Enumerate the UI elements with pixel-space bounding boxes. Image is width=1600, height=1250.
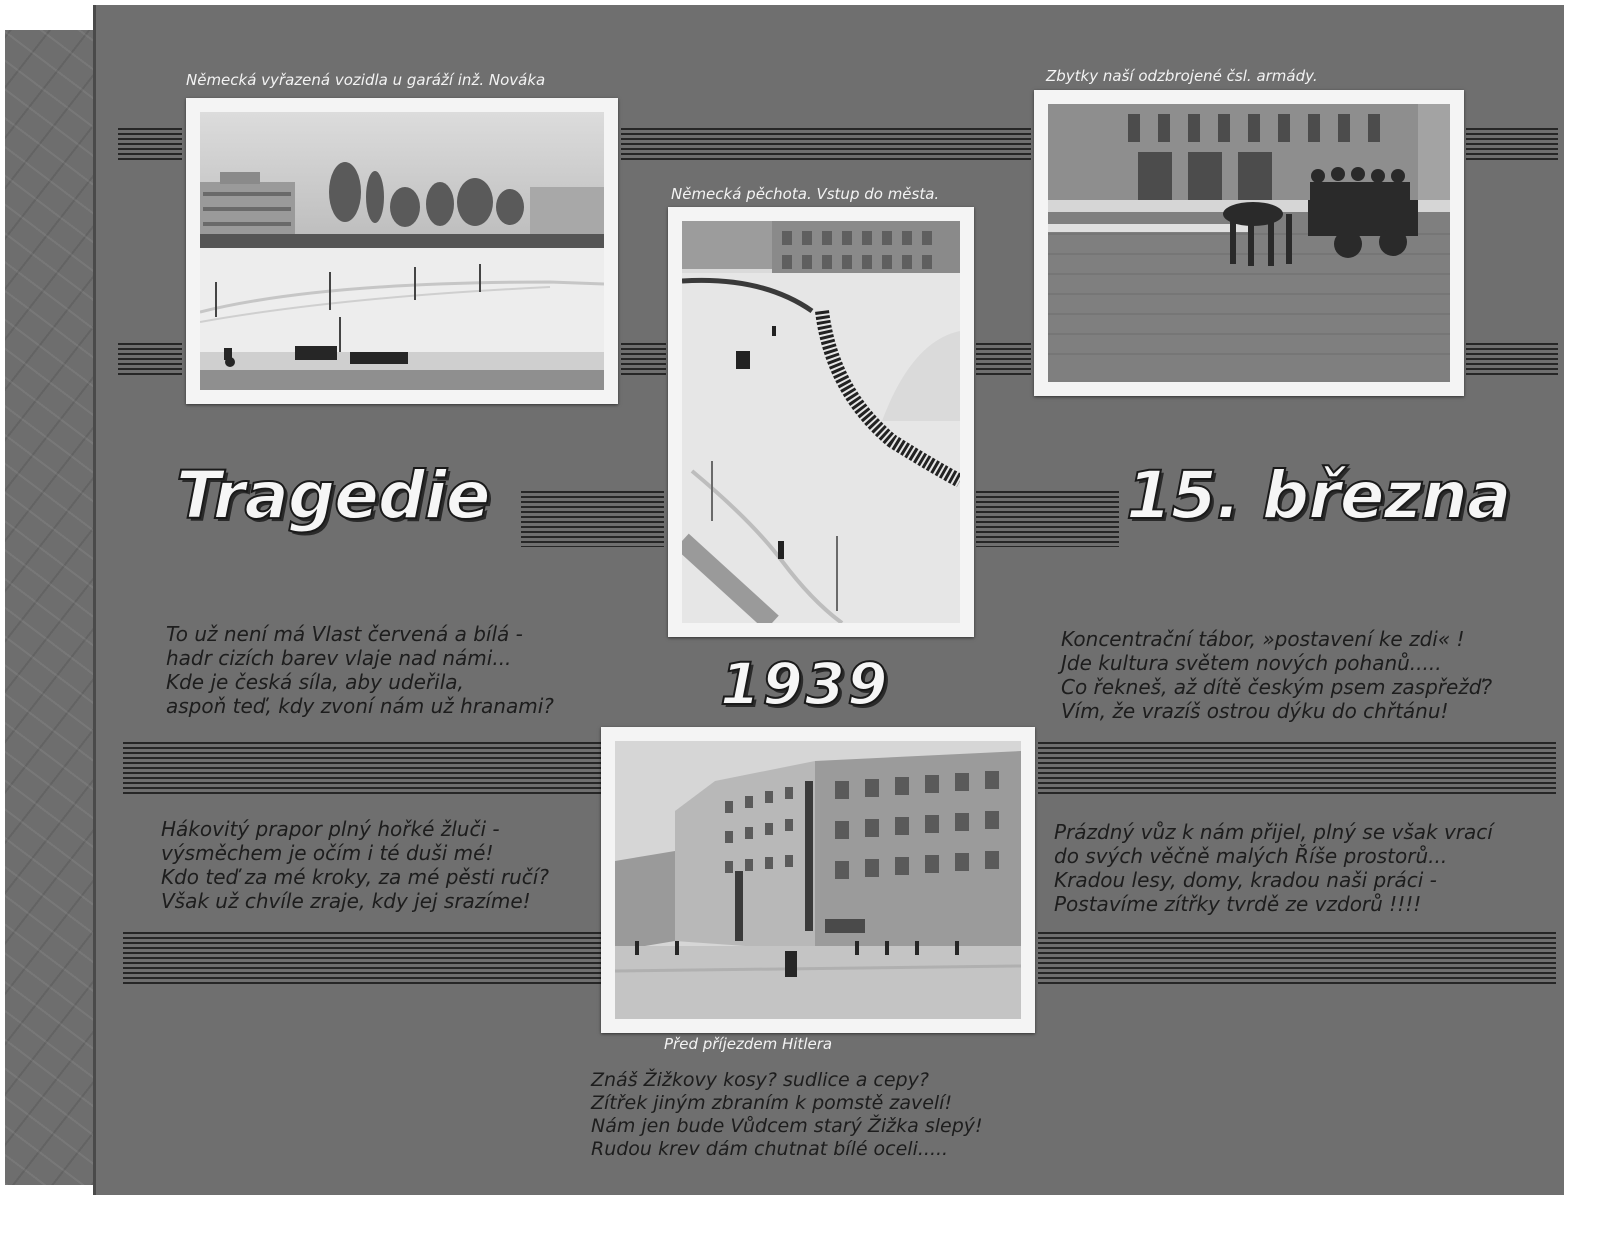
- photo-hitler-image: [615, 741, 1021, 1019]
- photo-army: [1034, 90, 1464, 396]
- rule-band: [976, 343, 1031, 377]
- album-binding-strip: [5, 30, 93, 1185]
- photo-hitler: [601, 727, 1035, 1033]
- poem-line: Zítřek jiným zbraním k pomstě zavelí!: [591, 1092, 953, 1114]
- rule-band: [621, 343, 666, 377]
- photo-infantry-image: [682, 221, 960, 623]
- rule-band: [118, 343, 182, 377]
- rule-band: [1038, 932, 1556, 984]
- poem-line: Nám jen bude Vůdcem starý Žižka slepý!: [591, 1115, 983, 1137]
- poem-line: Kdo teď za mé kroky, za mé pěsti ručí?: [161, 865, 549, 889]
- poem-bottom-right: [1054, 820, 1493, 916]
- poem-line: hadr cizích barev vlaje nad námi...: [166, 646, 512, 670]
- poem-line: Kde je česká síla, aby udeřila,: [166, 670, 464, 694]
- photo-caption-garage: Německá vyřazená vozidla u garáží inž. Nováka: [186, 71, 546, 89]
- album-page: [93, 5, 1564, 1195]
- rule-band: [1038, 742, 1556, 794]
- photo-caption-infantry: Německá pěchota. Vstup do města.: [671, 185, 940, 203]
- photo-infantry: [668, 207, 974, 637]
- rule-band: [521, 491, 664, 547]
- photo-caption-hitler: Před příjezdem Hitlera: [664, 1035, 833, 1053]
- poem-line: Kradou lesy, domy, kradou naši práci -: [1054, 868, 1437, 892]
- poem-line: do svých věčně malých Říše prostorů...: [1054, 844, 1448, 868]
- photo-garage: [186, 98, 618, 404]
- poem-line: Hákovitý prapor plný hořké žluči -: [161, 817, 500, 841]
- photo-caption-army: Zbytky naší odzbrojené čsl. armády.: [1046, 67, 1318, 85]
- poem-line: Prázdný vůz k nám přijel, plný se však vrací: [1054, 820, 1493, 844]
- poem-line: Postavíme zítřky tvrdě ze vzdorů !!!!: [1054, 892, 1422, 916]
- poem-line: Co řekneš, až dítě českým psem zaspřežď?: [1061, 675, 1493, 699]
- rule-band: [1466, 343, 1558, 377]
- photo-garage-image: [200, 112, 604, 390]
- poem-top-left: [166, 622, 554, 718]
- title-right: 15. března: [1126, 457, 1511, 534]
- rule-band: [123, 742, 601, 794]
- poem-line: Znáš Žižkovy kosy? sudlice a cepy?: [591, 1069, 929, 1091]
- rule-band: [1466, 128, 1558, 162]
- title-year: 1939: [720, 650, 890, 718]
- poem-line: aspoň teď, kdy zvoní nám už hranami?: [166, 694, 554, 718]
- poem-line: Rudou krev dám chutnat bílé oceli.....: [591, 1138, 949, 1160]
- poem-line: Jde kultura světem nových pohanů.....: [1061, 651, 1442, 675]
- poem-line: výsměchem je očím i té duši mé!: [161, 841, 494, 865]
- photo-army-image: [1048, 104, 1450, 382]
- rule-band: [123, 932, 601, 984]
- rule-band: [976, 491, 1119, 547]
- poem-bottom-center: [591, 1069, 983, 1161]
- poem-line: To už není má Vlast červená a bílá -: [166, 622, 523, 646]
- poem-line: Vím, že vrazíš ostrou dýku do chřtánu!: [1061, 699, 1449, 723]
- poem-top-right: [1061, 627, 1492, 723]
- rule-band: [118, 128, 182, 162]
- rule-band: [621, 128, 1031, 162]
- title-left: Tragedie: [176, 457, 490, 534]
- poem-line: Však už chvíle zraje, kdy jej srazíme!: [161, 889, 531, 913]
- poem-line: Koncentrační tábor, »postavení ke zdi« !: [1061, 627, 1465, 651]
- poem-bottom-left: [161, 817, 549, 913]
